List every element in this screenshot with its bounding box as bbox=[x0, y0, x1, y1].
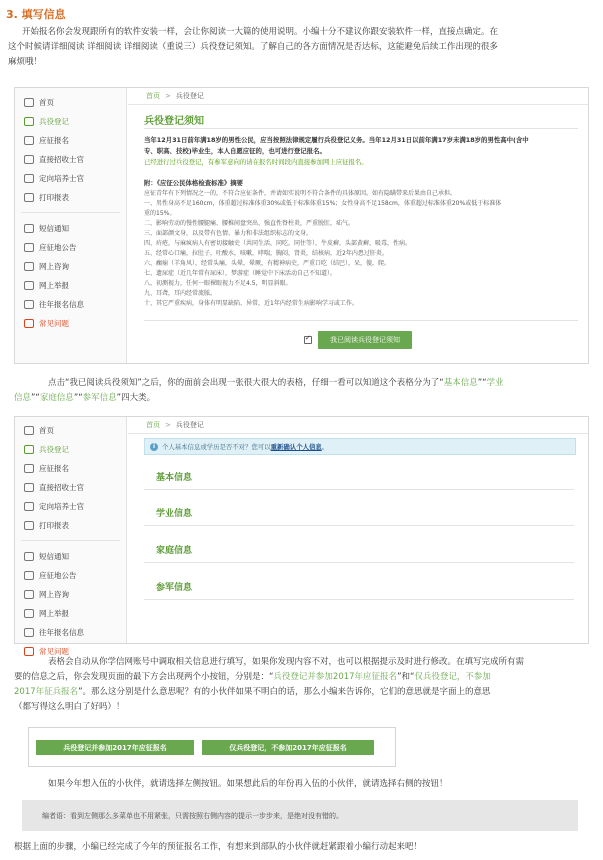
home-icon bbox=[24, 98, 34, 107]
sidebar-item-home[interactable]: 首页 bbox=[15, 93, 126, 112]
sidebar-item-register[interactable]: 兵役登记 bbox=[15, 440, 126, 459]
sidebar-divider bbox=[21, 207, 120, 213]
after-line: 2017年征兵报名”。那么这分别是什么意思呢？有的小伙伴如果不明白的话，那么小编来告诉你，它们的意思就是字面上的意思 bbox=[14, 687, 491, 697]
button-screenshot-frame bbox=[28, 727, 396, 767]
breadcrumb-current: 兵役登记 bbox=[175, 92, 204, 100]
print-icon bbox=[24, 193, 34, 202]
sidebar bbox=[15, 88, 127, 363]
editor-note: 编者语：看到左侧那么多菜单也不用紧张，只需按照右侧内容的提示一步步来，是绝对没有错的。 bbox=[22, 800, 578, 831]
rule-line: 重的15%。 bbox=[144, 210, 176, 217]
screenshot-registration-form bbox=[14, 416, 589, 656]
training-icon bbox=[24, 502, 34, 511]
notice-green-line: 已经进行过兵役登记，有参军意向的请在报名时间段内直接参加网上应征报名。 bbox=[144, 158, 368, 166]
section-divider bbox=[144, 525, 574, 526]
title-divider bbox=[144, 128, 578, 129]
recruit-icon bbox=[24, 483, 34, 492]
info-icon: i bbox=[150, 443, 158, 451]
closing-paragraph: 根据上面的步骤，小编已经完成了今年的预征报名工作，有想来到部队的小伙伴就赶紧跟着小编行动起来吧！ bbox=[14, 842, 423, 852]
screenshot-registration-notice bbox=[14, 87, 589, 364]
breadcrumb-home[interactable]: 首页 bbox=[146, 421, 160, 429]
sidebar-item-sms[interactable]: 短信通知 bbox=[15, 547, 126, 566]
after-line: 要的信息之后，你会发现页面的最下方会出现两个小按钮，分别是：“兵役登记并参加2017年应征报名”和“仅兵役登记，不参加 bbox=[14, 672, 491, 682]
info-alert: i 个人基本信息或学历是否不对？您可以 重新确认个人信息 。 bbox=[144, 438, 576, 455]
sms-icon bbox=[24, 552, 34, 561]
confirm-checkbox[interactable] bbox=[304, 336, 312, 344]
register-only-button[interactable]: 仅兵役登记，不参加2017年应征报名 bbox=[202, 740, 374, 755]
sidebar-item-notice[interactable]: 应征地公告 bbox=[15, 238, 126, 257]
after-paragraph bbox=[14, 655, 597, 715]
section-divider bbox=[144, 489, 574, 490]
middle-paragraph bbox=[14, 376, 597, 406]
notice-line: 专、职高、技校)毕业生，本人自愿应征的，也可进行登记报名。 bbox=[144, 147, 326, 155]
breadcrumb-current: 兵役登记 bbox=[175, 421, 204, 429]
sidebar-item-sms[interactable]: 短信通知 bbox=[15, 219, 126, 238]
breadcrumb-separator: > bbox=[165, 421, 171, 429]
notice-line: 当年12月31日前年满18岁的男性公民，应当按照法律规定履行兵役登记义务。当年12月31日以前年满17岁未满18岁的男性高中(含中 bbox=[144, 136, 529, 144]
sidebar-item-report[interactable]: 网上举报 bbox=[15, 604, 126, 623]
rule-line: 应征青年有下列情况之一的，不符合应征条件，并请如实说明不符合条件的具体原因。如有隐瞒带来后果由自己承担。 bbox=[144, 190, 457, 197]
rule-line: 七、遗尿症（近几年常有尿床），梦游症（睡觉中下床活动自己不知道）。 bbox=[144, 270, 337, 277]
after-line: 表格会自动从你学信网账号中调取相关信息进行填写，如果你发现内容不对，也可以根据提示及时进行修改。在填写完成所有需 bbox=[48, 657, 525, 667]
rule-line: 四、疥疮，与麻疯病人有密切接触史（共同生活，同吃，同住等），牛皮癣，头部黄癣，吸毒，性病。 bbox=[144, 240, 412, 247]
after-line: （都写得这么明白了好吗）！ bbox=[14, 702, 125, 712]
breadcrumb bbox=[128, 88, 588, 105]
choice-paragraph: 如果今年想入伍的小伙伴，就请选择左侧按钮。如果想此后的年份再入伍的小伙伴，就请选择右侧的按钮！ bbox=[48, 779, 448, 789]
faq-icon bbox=[24, 319, 34, 328]
sidebar-item-consult[interactable]: 网上咨询 bbox=[15, 257, 126, 276]
consult-icon bbox=[24, 262, 34, 271]
section-heading: 3. 填写信息 bbox=[6, 8, 66, 21]
confirm-row bbox=[128, 331, 588, 349]
breadcrumb-separator: > bbox=[165, 92, 171, 100]
intro-line: 开始报名你会发现跟所有的软件安装一样，会让你阅读一大篇的使用说明。小编十分不建议你跟安装软件一样，直接点确定。在 bbox=[22, 27, 499, 37]
sidebar-item-register[interactable]: 兵役登记 bbox=[15, 112, 126, 131]
sidebar-item-recruit[interactable]: 直接招收士官 bbox=[15, 478, 126, 497]
sidebar-item-report[interactable]: 网上举报 bbox=[15, 276, 126, 295]
sms-icon bbox=[24, 224, 34, 233]
main-content bbox=[128, 417, 588, 643]
sidebar-item-signup[interactable]: 应征报名 bbox=[15, 131, 126, 150]
intro-paragraph bbox=[8, 25, 597, 70]
middle-line: 点击“我已阅读兵役须知”之后，你的面前会出现一张很大很大的表格，仔细一看可以知道这个表格分为了“基本信息”“学业 bbox=[48, 378, 504, 388]
intro-line: 这个时候请详细阅读 详细阅读 详细阅读（重说三）兵役登记须知。了解自己的各方面情况是否达标，这能避免后续工作出现的很多 bbox=[8, 42, 498, 52]
section-education-info[interactable]: 学业信息 bbox=[156, 509, 193, 519]
sidebar-item-training[interactable]: 定向培养士官 bbox=[15, 497, 126, 516]
rule-line: 一、男性身高不足160cm，体重超过标准体重30%或低于标准体重15%；女性身高不足158cm，体重超过标准体重20%或低于标准体 bbox=[144, 200, 502, 207]
sidebar-item-training[interactable]: 定向培养士官 bbox=[15, 169, 126, 188]
rule-line: 二、影响劳动的慢性腰腿痛、腰椎间盘突出、强直性脊柱炎，严重脱肛，疝气。 bbox=[144, 220, 355, 227]
signup-icon bbox=[24, 136, 34, 145]
section-divider bbox=[144, 599, 574, 600]
section-divider bbox=[144, 562, 574, 563]
confirm-read-button[interactable]: 我已阅读兵役登记须知 bbox=[318, 331, 412, 349]
sidebar-item-recruit[interactable]: 直接招收士官 bbox=[15, 150, 126, 169]
register-icon bbox=[24, 445, 34, 454]
rule-line: 八、初测视力，任何一眼裸眼视力不足4.5，明显斜眼。 bbox=[144, 280, 292, 287]
recruit-icon bbox=[24, 155, 34, 164]
history-icon bbox=[24, 300, 34, 309]
sidebar-divider bbox=[21, 535, 120, 541]
sidebar-item-notice[interactable]: 应征地公告 bbox=[15, 566, 126, 585]
training-icon bbox=[24, 174, 34, 183]
sidebar-item-home[interactable]: 首页 bbox=[15, 421, 126, 440]
section-basic-info[interactable]: 基本信息 bbox=[156, 473, 193, 483]
rule-line: 三、面部颜文身，以及带有色情、暴力和非法组织标志的文身。 bbox=[144, 230, 313, 237]
page-title: 兵役登记须知 bbox=[144, 116, 204, 127]
rule-line: 五、经常心口痛，拉肚子，吐酸水，咳嗽，哮喘，胸闷，肾炎，结核病，近2年内患过肝炎。 bbox=[144, 250, 388, 257]
history-icon bbox=[24, 628, 34, 637]
report-icon bbox=[24, 609, 34, 618]
sidebar-item-history[interactable]: 往年报名信息 bbox=[15, 623, 126, 642]
rule-line: 十、其它严重疾病，身体有明显缺陷、异常，近1年内经常生病影响学习或工作。 bbox=[144, 300, 358, 307]
sidebar-item-faq[interactable]: 常见问题 bbox=[15, 642, 126, 661]
register-and-apply-button[interactable]: 兵役登记并参加2017年应征报名 bbox=[36, 740, 194, 755]
breadcrumb bbox=[128, 417, 588, 434]
sidebar-item-faq[interactable]: 常见问题 bbox=[15, 314, 126, 333]
breadcrumb-home[interactable]: 首页 bbox=[146, 92, 160, 100]
footer-divider bbox=[144, 320, 578, 321]
home-icon bbox=[24, 426, 34, 435]
rule-line: 六、癫痫（羊角风），经常头痛，头晕，晕厥，有精神病史，严重口吃（结巴），呆，傻，爬。 bbox=[144, 260, 391, 267]
report-icon bbox=[24, 281, 34, 290]
sidebar-item-signup[interactable]: 应征报名 bbox=[15, 459, 126, 478]
main-content bbox=[128, 88, 588, 363]
section-family-info[interactable]: 家庭信息 bbox=[156, 546, 193, 556]
sidebar-item-history[interactable]: 往年报名信息 bbox=[15, 295, 126, 314]
notice-icon bbox=[24, 571, 34, 580]
intro-line: 麻烦哦！ bbox=[8, 57, 43, 67]
appendix-title: 附：《应征公民体格检查标准》摘要 bbox=[144, 179, 244, 187]
print-icon bbox=[24, 521, 34, 530]
middle-line: 信息”“家庭信息”“参军信息”四大类。 bbox=[14, 393, 156, 403]
signup-icon bbox=[24, 464, 34, 473]
section-military-info[interactable]: 参军信息 bbox=[156, 583, 193, 593]
reconfirm-info-link[interactable]: 重新确认个人信息 bbox=[270, 443, 322, 451]
consult-icon bbox=[24, 590, 34, 599]
sidebar-item-print[interactable]: 打印报表 bbox=[15, 516, 126, 535]
register-icon bbox=[24, 117, 34, 126]
sidebar bbox=[15, 417, 127, 656]
sidebar-item-print[interactable]: 打印报表 bbox=[15, 188, 126, 207]
sidebar-item-consult[interactable]: 网上咨询 bbox=[15, 585, 126, 604]
rule-line: 九、耳聋，耳内经常流脓。 bbox=[144, 290, 217, 297]
notice-icon bbox=[24, 243, 34, 252]
